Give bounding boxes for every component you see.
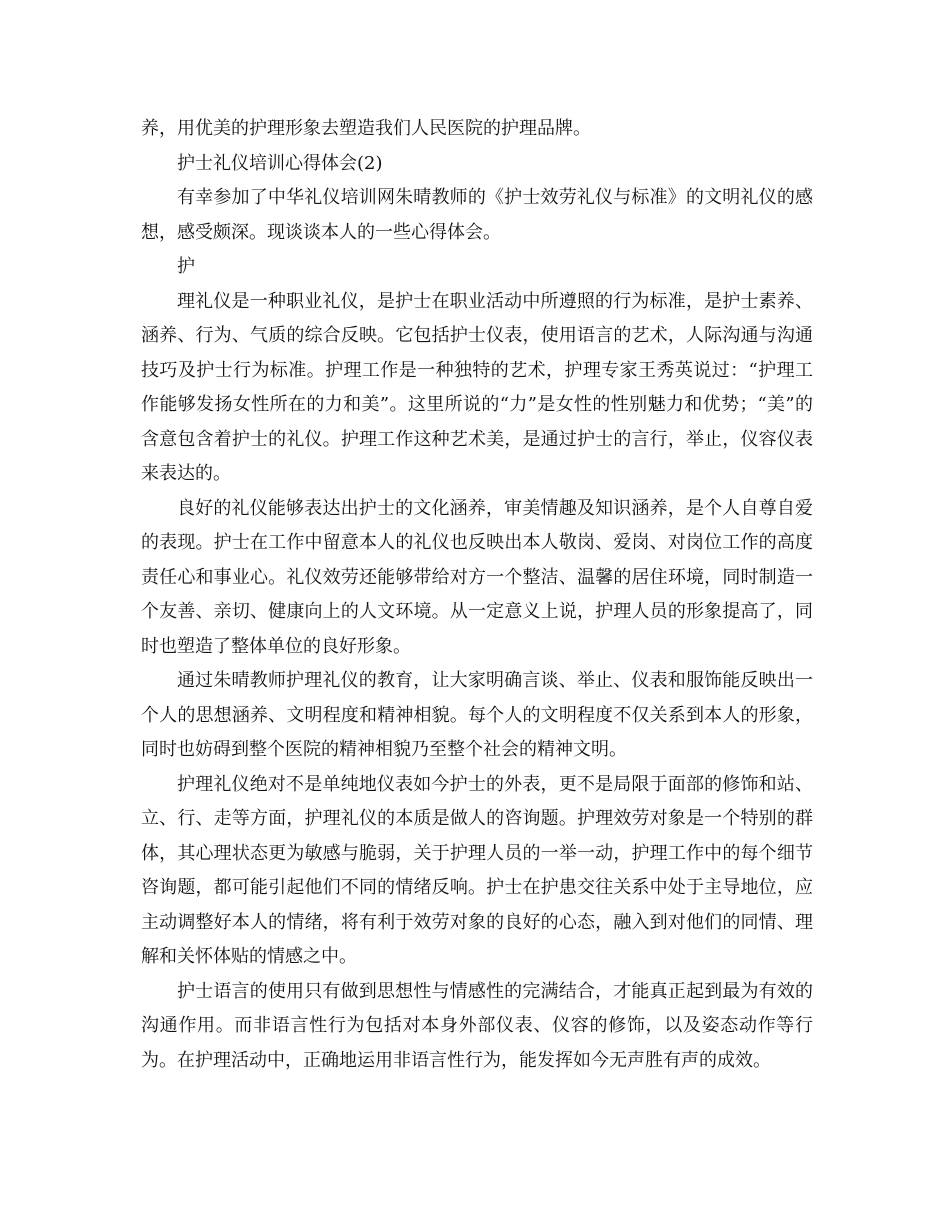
paragraph-training-education: 通过朱晴教师护理礼仪的教育，让大家明确言谈、举止、仪表和服饰能反映出一个人的思想涵养、文明程度和精神相貌。每个人的文明程度不仅关系到本人的形象，同时也妨碍到整个医院的精神相貌乃至整个社会的精神文明。 xyxy=(141,670,813,760)
paragraph-etiquette-definition: 理礼仪是一种职业礼仪，是护士在职业活动中所遵照的行为标准，是护士素养、涵养、行为、气质的综合反映。它包括护士仪表，使用语言的艺术，人际沟通与沟通技巧及护士行为标准。护理工作是一种独特的艺术，护理专家王秀英说过：“护理工作能够发扬女性所在的力和美”。这里所说的“力”是女性的性别魅力和优势；“美”的含意包含着护士的礼仪。护理工作这种艺术美，是通过护士的言行，举止，仪容仪表来表达的。 xyxy=(141,290,813,484)
document-body xyxy=(141,112,813,1078)
paragraph-essence-of-etiquette: 护理礼仪绝对不是单纯地仪表如今护士的外表，更不是局限于面部的修饰和站、立、行、走等方面，护理礼仪的本质是做人的咨询题。护理效劳对象是一个特别的群体，其心理状态更为敏感与脆弱，关于护理人员的一举一动，护理工作中的每个细节咨询题，都可能引起他们不同的情绪反响。护士在护患交往关系中处于主导地位，应主动调整好本人的情绪，将有利于效劳对象的良好的心态，融入到对他们的同情、理解和关怀体贴的情感之中。 xyxy=(141,773,813,967)
paragraph-intro: 有幸参加了中华礼仪培训网朱晴教师的《护士效劳礼仪与标准》的文明礼仪的感想，感受颇深。现谈谈本人的一些心得体会。 xyxy=(141,187,813,243)
paragraph-fragment: 护 xyxy=(177,256,195,277)
paragraph-language-use: 护士语言的使用只有做到思想性与情感性的完满结合，才能真正起到最为有效的沟通作用。而非语言性行为包括对本身外部仪表、仪容的修饰，以及姿态动作等行为。在护理活动中，正确地运用非语言性行为，能发挥如今无声胜有声的成效。 xyxy=(141,980,813,1071)
paragraph-continuation: 养，用优美的护理形象去塑造我们人民医院的护理品牌。 xyxy=(141,118,591,139)
section-heading: 护士礼仪培训心得体会(2) xyxy=(177,152,383,174)
paragraph-good-etiquette: 良好的礼仪能够表达出护士的文化涵养，审美情趣及知识涵养，是个人自尊自爱的表现。护士在工作中留意本人的礼仪也反映出本人敬岗、爱岗、对岗位工作的高度责任心和事业心。礼仪效劳还能够带给对方一个整洁、温馨的居住环境，同时制造一个友善、亲切、健康向上的人文环境。从一定意义上说，护理人员的形象提高了，同时也塑造了整体单位的良好形象。 xyxy=(141,497,813,657)
